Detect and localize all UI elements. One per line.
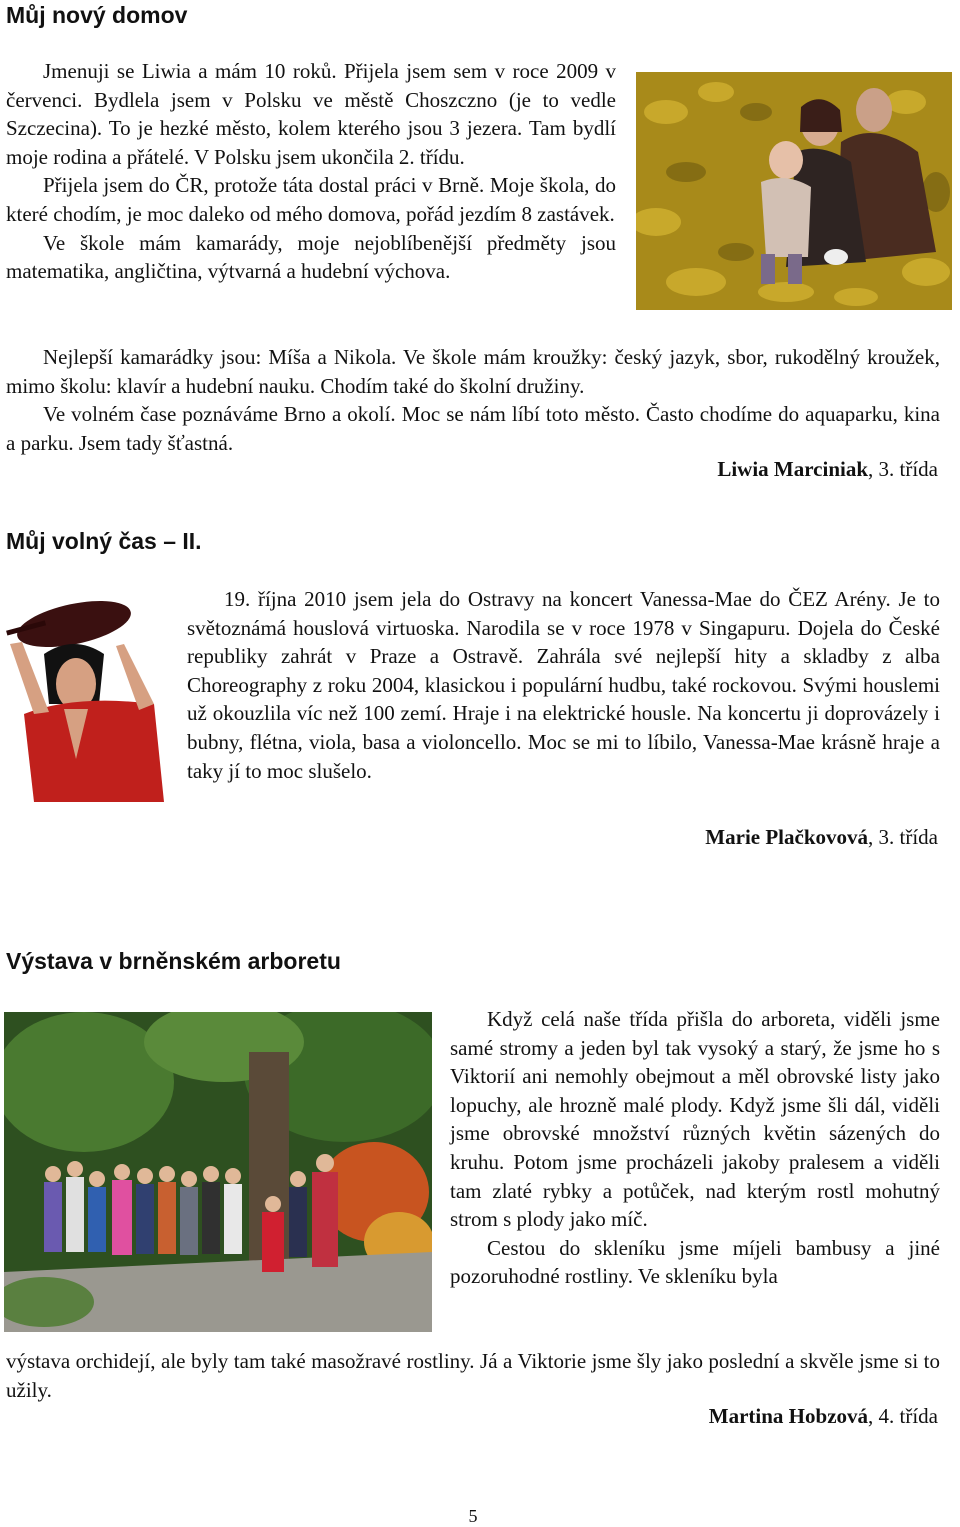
article2-body xyxy=(187,585,940,785)
article1-paragraph-5: Ve volném čase poznáváme Brno a okolí. Moc se nám líbí toto město. Často chodíme do aquaparku, kina a parku. Jsem tady šťastná. xyxy=(6,402,940,455)
article1-body-top xyxy=(6,57,616,286)
violinist-photo xyxy=(4,584,168,802)
article1-body-bottom xyxy=(6,343,940,457)
article-title-free-time: Můj volný čas – II. xyxy=(6,528,202,554)
article3-paragraph-1: Když celá naše třída přišla do arboreta, viděli jsme samé stromy a jeden byl tak vysoký a starý, že jsme ho s Viktorií ani nemohly obejmout a měl obrovské listy jako lopuchy, ale hrozně malé plody. Když jsme šli dál, viděli jsme obrovské množství různých květin sázených do kruhu. Potom jsme procházeli jakoby pralesem a viděli tam zlaté rybky a potůček, nad kterým rostl mohutný strom s plody jako míč. xyxy=(450,1007,940,1232)
article3-body-bottom xyxy=(6,1347,940,1404)
article2-paragraph-1: 19. října 2010 jsem jela do Ostravy na koncert Vanessa-Mae do ČEZ Arény. Je to světoznámá houslová virtuoska. Narodila se v roce 1978 v Singapuru. Dojela do České republiky zahrát v Praze a Ostravě. Zahrála své nejlepší hity a skladby z alba Choreography z roku 2004, klasickou i populární hudbu, také rockovou. Svými houslemi už okouzlila víc než 100 zemí. Hraje i na elektrické housle. Na koncertu ji doprovázely i bubny, flétna, viola, basa a violoncello. Moc se mi to líbilo, Vanessa-Mae krásně hraje a taky jí to moc slušelo. xyxy=(187,587,940,783)
article1-paragraph-2: Přijela jsem do ČR, protože táta dostal práci v Brně. Moje škola, do které chodím, je moc daleko od mého domova, pořád jezdím 8 zastávek. xyxy=(6,173,616,226)
article3-signature xyxy=(709,1404,938,1429)
family-photo xyxy=(636,72,952,310)
article3-grade: , 4. třída xyxy=(868,1404,938,1428)
article2-signature xyxy=(705,825,938,850)
class-arboretum-photo xyxy=(4,1012,432,1332)
article1-signature xyxy=(717,457,938,482)
article3-paragraph-2b: výstava orchidejí, ale byly tam také masožravé rostliny. Já a Viktorie jsme šly jako poslední a skvěle jsme si to užily. xyxy=(6,1349,940,1402)
article-title-new-home: Můj nový domov xyxy=(6,2,188,28)
article3-paragraph-2a: Cestou do skleníku jsme míjeli bambusy a jiné pozoruhodné rostliny. Ve skleníku byla xyxy=(450,1235,940,1289)
article1-paragraph-1: Jmenuji se Liwia a mám 10 roků. Přijela jsem sem v roce 2009 v červenci. Bydlela jsem v Polsku ve městě Choszczno (je to vedle Szczecina). To je hezké město, kolem kterého jsou 3 jezera. Tam bydlí moje rodina a přátelé. V Polsku jsem ukončila 2. třídu. xyxy=(6,59,616,169)
article1-grade: , 3. třída xyxy=(868,457,938,481)
article3-author: Martina Hobzová xyxy=(708,1404,869,1428)
article2-grade: , 3. třída xyxy=(868,825,938,849)
page-number: 5 xyxy=(468,1506,478,1526)
article1-author: Liwia Marciniak xyxy=(717,457,869,481)
article-title-arboretum: Výstava v brněnském arboretu xyxy=(6,948,341,974)
article1-paragraph-4: Nejlepší kamarádky jsou: Míša a Nikola. Ve škole mám kroužky: český jazyk, sbor, rukodělný kroužek, mimo školu: klavír a hudební nauku. Chodím také do školní družiny. xyxy=(6,345,940,398)
article2-author: Marie Plačkovová xyxy=(705,825,869,849)
article1-paragraph-3: Ve škole mám kamarády, moje nejoblíbenější předměty jsou matematika, angličtina, výtvarná a hudební výchova. xyxy=(6,230,616,284)
article3-body-right xyxy=(450,1005,940,1291)
